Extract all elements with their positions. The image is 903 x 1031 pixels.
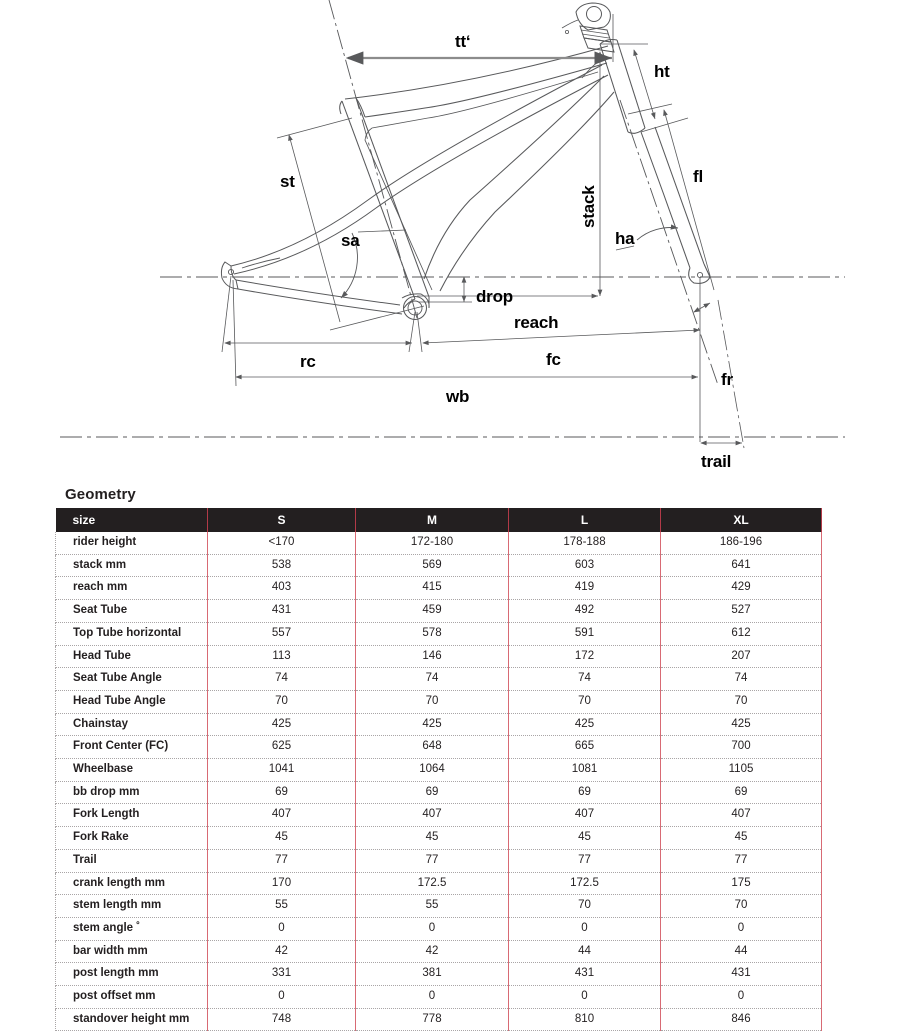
cell-l: 178-188	[509, 532, 661, 554]
cell-s: <170	[208, 532, 356, 554]
cell-s: 0	[208, 986, 356, 1009]
cell-l: 407	[509, 804, 661, 827]
table-row	[56, 963, 822, 986]
diagram-label-ht: ht	[654, 62, 670, 81]
table-row	[56, 986, 822, 1009]
cell-xl: 612	[661, 622, 822, 645]
frame-drawing	[0, 0, 903, 480]
diagram-label-fc: fc	[546, 350, 561, 369]
table-row	[56, 600, 822, 623]
cell-s: 403	[208, 577, 356, 600]
cell-l: 419	[509, 577, 661, 600]
diagram-label-trail: trail	[701, 452, 732, 471]
diagram-label-drop: drop	[476, 287, 513, 306]
cell-s: 425	[208, 713, 356, 736]
cell-s: 55	[208, 895, 356, 918]
diagram-label-st: st	[280, 172, 295, 191]
row-label: reach mm	[56, 577, 208, 600]
cell-m: 578	[356, 622, 509, 645]
cell-s: 748	[208, 1008, 356, 1031]
cell-m: 172.5	[356, 872, 509, 895]
diagram-label-fr: fr	[721, 370, 733, 389]
cell-m: 0	[356, 986, 509, 1009]
cell-l: 77	[509, 849, 661, 872]
table-row	[56, 872, 822, 895]
cell-l: 70	[509, 895, 661, 918]
cell-xl: 431	[661, 963, 822, 986]
table-header-row	[56, 508, 822, 532]
cell-m: 569	[356, 554, 509, 577]
cell-xl: 407	[661, 804, 822, 827]
column-header-s: S	[208, 508, 356, 532]
cell-xl: 0	[661, 986, 822, 1009]
cell-xl: 641	[661, 554, 822, 577]
diagram-label-fl: fl	[693, 167, 703, 186]
cell-m: 459	[356, 600, 509, 623]
table-row	[56, 713, 822, 736]
cell-l: 74	[509, 668, 661, 691]
table-row	[56, 1008, 822, 1031]
cell-s: 407	[208, 804, 356, 827]
cell-xl: 425	[661, 713, 822, 736]
diagram-label-tt: tt‘	[455, 32, 471, 51]
cell-m: 425	[356, 713, 509, 736]
table-row	[56, 554, 822, 577]
geometry-heading: Geometry	[65, 486, 136, 503]
table-row	[56, 781, 822, 804]
cell-s: 42	[208, 940, 356, 963]
cell-l: 69	[509, 781, 661, 804]
diagram-label-reach: reach	[514, 313, 559, 332]
cell-m: 74	[356, 668, 509, 691]
diagram-label-sa: sa	[341, 231, 360, 250]
row-label: Seat Tube	[56, 600, 208, 623]
table-row	[56, 577, 822, 600]
table-row	[56, 895, 822, 918]
cell-xl: 429	[661, 577, 822, 600]
row-label: Fork Length	[56, 804, 208, 827]
cell-xl: 846	[661, 1008, 822, 1031]
row-label: Wheelbase	[56, 759, 208, 782]
cell-l: 603	[509, 554, 661, 577]
cell-xl: 44	[661, 940, 822, 963]
column-header-xl: XL	[661, 508, 822, 532]
cell-xl: 70	[661, 895, 822, 918]
geometry-table	[55, 508, 822, 1031]
table-row	[56, 690, 822, 713]
cell-xl: 207	[661, 645, 822, 668]
cell-l: 1081	[509, 759, 661, 782]
column-header-l: L	[509, 508, 661, 532]
cell-l: 492	[509, 600, 661, 623]
cell-m: 55	[356, 895, 509, 918]
cell-m: 415	[356, 577, 509, 600]
row-label: rider height	[56, 532, 208, 554]
cell-s: 77	[208, 849, 356, 872]
row-label: stem length mm	[56, 895, 208, 918]
row-label: stem angle ˚	[56, 917, 208, 940]
cell-s: 113	[208, 645, 356, 668]
cell-s: 74	[208, 668, 356, 691]
cell-xl: 0	[661, 917, 822, 940]
row-label: Top Tube horizontal	[56, 622, 208, 645]
cell-s: 1041	[208, 759, 356, 782]
cell-l: 0	[509, 917, 661, 940]
cell-xl: 1105	[661, 759, 822, 782]
cell-l: 431	[509, 963, 661, 986]
table-row	[56, 940, 822, 963]
diagram-label-wb: wb	[446, 387, 470, 406]
cell-m: 381	[356, 963, 509, 986]
table-row	[56, 668, 822, 691]
row-label: post offset mm	[56, 986, 208, 1009]
cell-xl: 77	[661, 849, 822, 872]
cell-m: 1064	[356, 759, 509, 782]
row-label: bar width mm	[56, 940, 208, 963]
cell-l: 45	[509, 827, 661, 850]
table-row	[56, 736, 822, 759]
cell-m: 77	[356, 849, 509, 872]
table-row	[56, 917, 822, 940]
cell-m: 45	[356, 827, 509, 850]
table-row	[56, 759, 822, 782]
table-row	[56, 622, 822, 645]
cell-xl: 45	[661, 827, 822, 850]
cell-xl: 527	[661, 600, 822, 623]
cell-l: 70	[509, 690, 661, 713]
cell-s: 431	[208, 600, 356, 623]
cell-s: 538	[208, 554, 356, 577]
row-label: post length mm	[56, 963, 208, 986]
cell-m: 648	[356, 736, 509, 759]
table-row	[56, 827, 822, 850]
cell-xl: 74	[661, 668, 822, 691]
cell-s: 69	[208, 781, 356, 804]
cell-s: 557	[208, 622, 356, 645]
cell-s: 170	[208, 872, 356, 895]
cell-s: 0	[208, 917, 356, 940]
cell-m: 69	[356, 781, 509, 804]
row-label: Head Tube Angle	[56, 690, 208, 713]
row-label: Front Center (FC)	[56, 736, 208, 759]
cell-s: 45	[208, 827, 356, 850]
row-label: Seat Tube Angle	[56, 668, 208, 691]
table-row	[56, 849, 822, 872]
cell-l: 591	[509, 622, 661, 645]
cell-m: 407	[356, 804, 509, 827]
cell-xl: 186-196	[661, 532, 822, 554]
row-label: bb drop mm	[56, 781, 208, 804]
cell-l: 810	[509, 1008, 661, 1031]
cell-s: 625	[208, 736, 356, 759]
cell-xl: 69	[661, 781, 822, 804]
row-label: standover height mm	[56, 1008, 208, 1031]
table-row	[56, 532, 822, 554]
cell-m: 70	[356, 690, 509, 713]
bicycle-geometry-diagram	[0, 0, 903, 480]
row-label: Trail	[56, 849, 208, 872]
cell-l: 0	[509, 986, 661, 1009]
row-label: crank length mm	[56, 872, 208, 895]
column-header-m: M	[356, 508, 509, 532]
cell-xl: 700	[661, 736, 822, 759]
row-label: Fork Rake	[56, 827, 208, 850]
cell-l: 172.5	[509, 872, 661, 895]
row-label: Chainstay	[56, 713, 208, 736]
diagram-label-rc: rc	[300, 352, 316, 371]
cell-s: 70	[208, 690, 356, 713]
cell-m: 778	[356, 1008, 509, 1031]
cell-s: 331	[208, 963, 356, 986]
cell-m: 172-180	[356, 532, 509, 554]
column-header-size: size	[56, 508, 208, 532]
cell-m: 0	[356, 917, 509, 940]
cell-xl: 70	[661, 690, 822, 713]
diagram-label-stack: stack	[579, 185, 598, 228]
cell-l: 172	[509, 645, 661, 668]
diagram-label-ha: ha	[615, 229, 635, 248]
table-row	[56, 645, 822, 668]
cell-m: 146	[356, 645, 509, 668]
table-row	[56, 804, 822, 827]
cell-xl: 175	[661, 872, 822, 895]
row-label: Head Tube	[56, 645, 208, 668]
cell-l: 425	[509, 713, 661, 736]
cell-l: 44	[509, 940, 661, 963]
cell-m: 42	[356, 940, 509, 963]
row-label: stack mm	[56, 554, 208, 577]
cell-l: 665	[509, 736, 661, 759]
